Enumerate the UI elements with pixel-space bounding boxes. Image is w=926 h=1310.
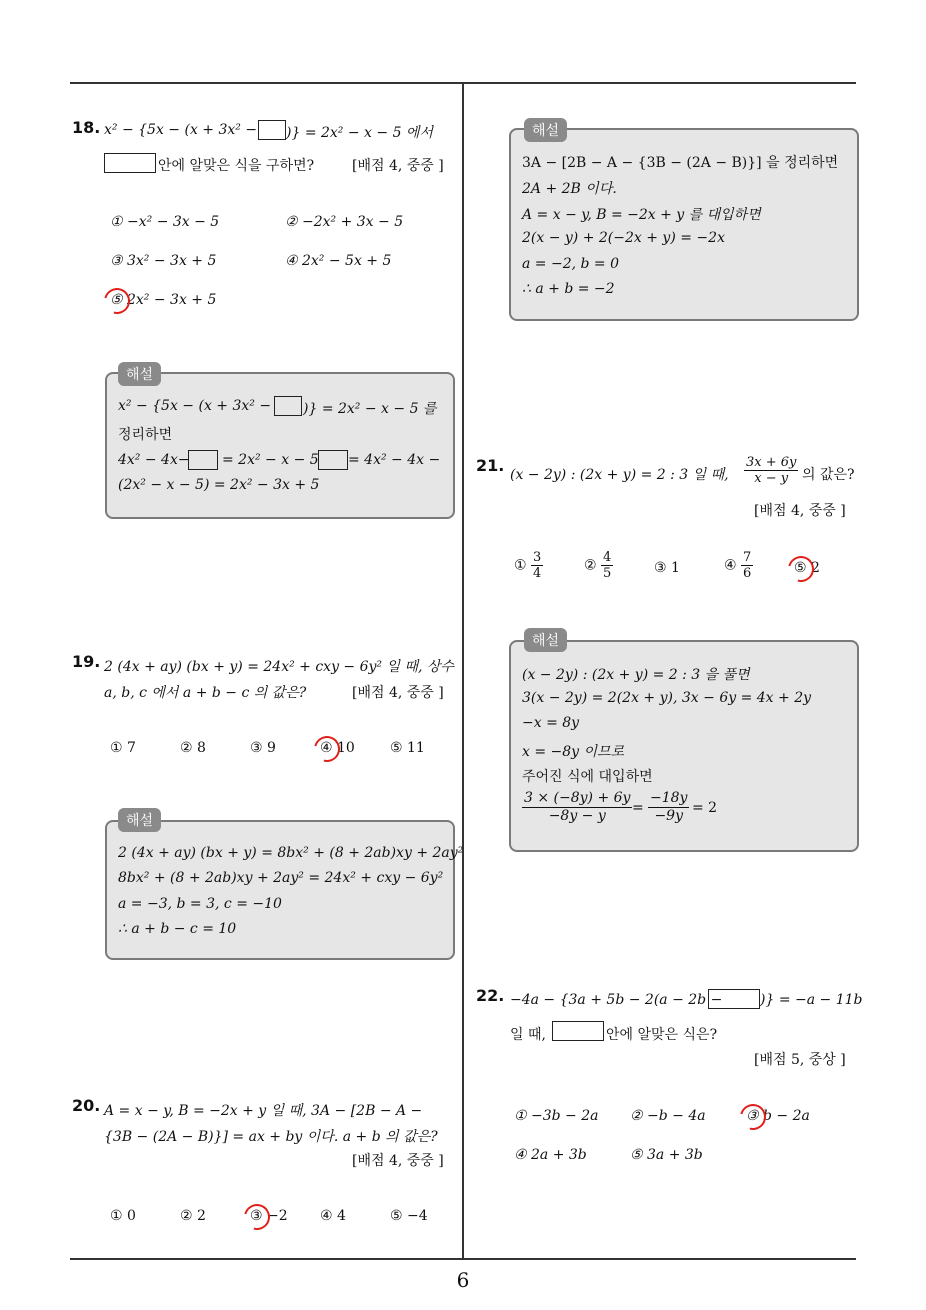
fraction-numerator: 3 × (−8y) + 6y: [524, 790, 631, 806]
bottom-rule: [70, 1258, 856, 1260]
solution-line: 2 (4x + ay) (bx + y) = 8bx² + (8 + 2ab)xy + 2ay²: [118, 845, 464, 861]
option-1[interactable]: ① −3b − 2a: [514, 1108, 599, 1124]
question-text: (x − 2y) : (2x + y) = 2 : 3 일 때,: [510, 467, 729, 483]
question-text: {3B − (2A − B)}] = ax + by 이다. a + b 의 값은?: [104, 1129, 438, 1145]
fraction-denominator: −9y: [654, 808, 683, 824]
option-3[interactable]: ③ 9: [250, 740, 276, 756]
option-5[interactable]: ⑤ 11: [390, 740, 425, 756]
option-4[interactable]: [724, 550, 753, 581]
blank-box: [708, 989, 760, 1009]
question-text: x² − {5x − (x + 3x² −: [104, 122, 258, 138]
solution-result: = 2: [692, 800, 718, 816]
blank-box: [318, 450, 348, 470]
option-4[interactable]: ④ 2a + 3b: [514, 1147, 587, 1163]
solution-tag: 해설: [524, 118, 567, 142]
option-5[interactable]: ⑤ 2x² − 3x + 5: [110, 292, 217, 308]
solution-line: (x − 2y) : (2x + y) = 2 : 3 을 풀면: [522, 667, 750, 683]
solution-line: 2A + 2B 이다.: [522, 181, 617, 197]
option-2[interactable]: ② −b − 4a: [630, 1108, 706, 1124]
question-number: 20.: [72, 1096, 101, 1115]
question-number: 19.: [72, 652, 101, 671]
column-divider: [462, 82, 464, 1260]
option-2[interactable]: ② −2x² + 3x − 5: [285, 214, 404, 230]
blank-box: [258, 120, 286, 140]
solution-line: a = −2, b = 0: [522, 256, 620, 272]
fraction-numerator: 3: [533, 550, 542, 565]
option-1[interactable]: [514, 550, 543, 581]
question-text: −4a − {3a + 5b − 2(a − 2b −: [510, 992, 723, 1008]
fraction-denominator: x − y: [754, 471, 789, 486]
solution-box: [105, 820, 455, 960]
fraction-denominator: 4: [533, 566, 542, 581]
solution-line: 8bx² + (8 + 2ab)xy + 2ay² = 24x² + cxy − 6y²: [118, 870, 444, 886]
solution-line: = 4x² − 4x −: [348, 452, 441, 468]
option-fraction: [741, 550, 753, 581]
fraction-numerator: 4: [603, 550, 612, 565]
answer-circle-mark: [783, 551, 819, 587]
fraction-numerator: −18y: [650, 790, 688, 806]
option-5[interactable]: ⑤ 3a + 3b: [630, 1147, 703, 1163]
option-2[interactable]: ② 2: [180, 1208, 206, 1224]
answer-circle-mark: [239, 1199, 275, 1235]
question-text: 의 값은?: [802, 467, 855, 483]
question-text: 안에 알맞은 식을 구하면?: [158, 158, 315, 174]
blank-box: [104, 153, 156, 173]
solution-line: 정리하면: [118, 427, 173, 443]
score-meta: [배점 4, 중중 ]: [352, 1153, 444, 1169]
solution-line: = 2x² − x − 5: [222, 452, 319, 468]
score-meta: [배점 4, 중중 ]: [352, 685, 444, 701]
option-2[interactable]: [584, 550, 613, 581]
fraction-denominator: 5: [603, 566, 612, 581]
question-text: 안에 알맞은 식은?: [606, 1027, 718, 1043]
option-marker: ④: [724, 557, 737, 574]
solution-line: ∴ a + b = −2: [522, 281, 615, 297]
question-text: )} = −a − 11b: [760, 992, 863, 1008]
page-number: 6: [456, 1268, 470, 1292]
solution-line: (2x² − x − 5) = 2x² − 3x + 5: [118, 477, 320, 493]
option-1[interactable]: ① 7: [110, 740, 136, 756]
option-3[interactable]: ③ 1: [654, 560, 680, 576]
option-marker: ①: [514, 557, 527, 574]
answer-circle-mark: [309, 731, 345, 767]
solution-line: a = −3, b = 3, c = −10: [118, 896, 282, 912]
solution-line: x² − {5x − (x + 3x² −: [118, 398, 272, 414]
option-2[interactable]: ② 8: [180, 740, 206, 756]
question-text: )} = 2x² − x − 5 에서: [286, 125, 433, 141]
question-text: A = x − y, B = −2x + y 일 때, 3A − [2B − A −: [104, 1103, 423, 1119]
solution-line: 3(x − 2y) = 2(2x + y), 3x − 6y = 4x + 2y: [522, 690, 812, 706]
blank-box: [552, 1021, 604, 1041]
option-3[interactable]: ③ 3x² − 3x + 5: [110, 253, 217, 269]
question-number: 22.: [476, 986, 505, 1005]
solution-fraction: [648, 790, 689, 825]
option-1[interactable]: ① −x² − 3x − 5: [110, 214, 220, 230]
question-text: 2 (4x + ay) (bx + y) = 24x² + cxy − 6y² 일 때, 상수: [104, 659, 454, 675]
option-3[interactable]: ③ −2: [250, 1208, 288, 1224]
solution-fraction: [522, 790, 632, 825]
option-1[interactable]: ① 0: [110, 1208, 136, 1224]
answer-circle-mark: [735, 1099, 771, 1135]
fraction-denominator: −8y − y: [548, 808, 606, 824]
question-number: 18.: [72, 118, 101, 137]
option-fraction: [601, 550, 613, 581]
solution-line: 3A − [2B − A − {3B − (2A − B)}] 을 정리하면: [522, 155, 839, 171]
solution-tag: 해설: [118, 808, 161, 832]
option-4[interactable]: ④ 4: [320, 1208, 346, 1224]
option-5[interactable]: ⑤ 2: [794, 560, 820, 576]
solution-line: )} = 2x² − x − 5 를: [303, 401, 437, 417]
solution-line: 2(x − y) + 2(−2x + y) = −2x: [522, 230, 725, 246]
option-3[interactable]: ③ b − 2a: [746, 1108, 810, 1124]
answer-circle-mark: [99, 283, 135, 319]
question-fraction: [744, 455, 798, 486]
fraction-numerator: 7: [743, 550, 752, 565]
option-5[interactable]: ⑤ −4: [390, 1208, 428, 1224]
solution-box: [105, 372, 455, 519]
question-number: 21.: [476, 456, 505, 475]
solution-line: 주어진 식에 대입하면: [522, 769, 653, 785]
option-marker: ②: [584, 557, 597, 574]
question-text: 일 때,: [510, 1027, 546, 1043]
solution-line: −x = 8y: [522, 715, 580, 731]
solution-equals: =: [632, 800, 644, 816]
blank-box: [188, 450, 218, 470]
blank-box: [274, 396, 302, 416]
solution-line: ∴ a + b − c = 10: [118, 921, 237, 937]
solution-tag: 해설: [524, 628, 567, 652]
fraction-denominator: 6: [743, 566, 752, 581]
option-4[interactable]: ④ 10: [320, 740, 355, 756]
score-meta: [배점 5, 중상 ]: [754, 1052, 846, 1068]
fraction-numerator: 3x + 6y: [746, 455, 797, 470]
solution-tag: 해설: [118, 362, 161, 386]
solution-line: x = −8y 이므로: [522, 744, 625, 760]
solution-line: A = x − y, B = −2x + y 를 대입하면: [522, 207, 761, 223]
score-meta: [배점 4, 중중 ]: [352, 158, 444, 174]
option-4[interactable]: ④ 2x² − 5x + 5: [285, 253, 392, 269]
question-text: a, b, c 에서 a + b − c 의 값은?: [104, 685, 307, 701]
score-meta: [배점 4, 중중 ]: [754, 503, 846, 519]
option-fraction: [531, 550, 543, 581]
solution-line: 4x² − 4x−: [118, 452, 190, 468]
